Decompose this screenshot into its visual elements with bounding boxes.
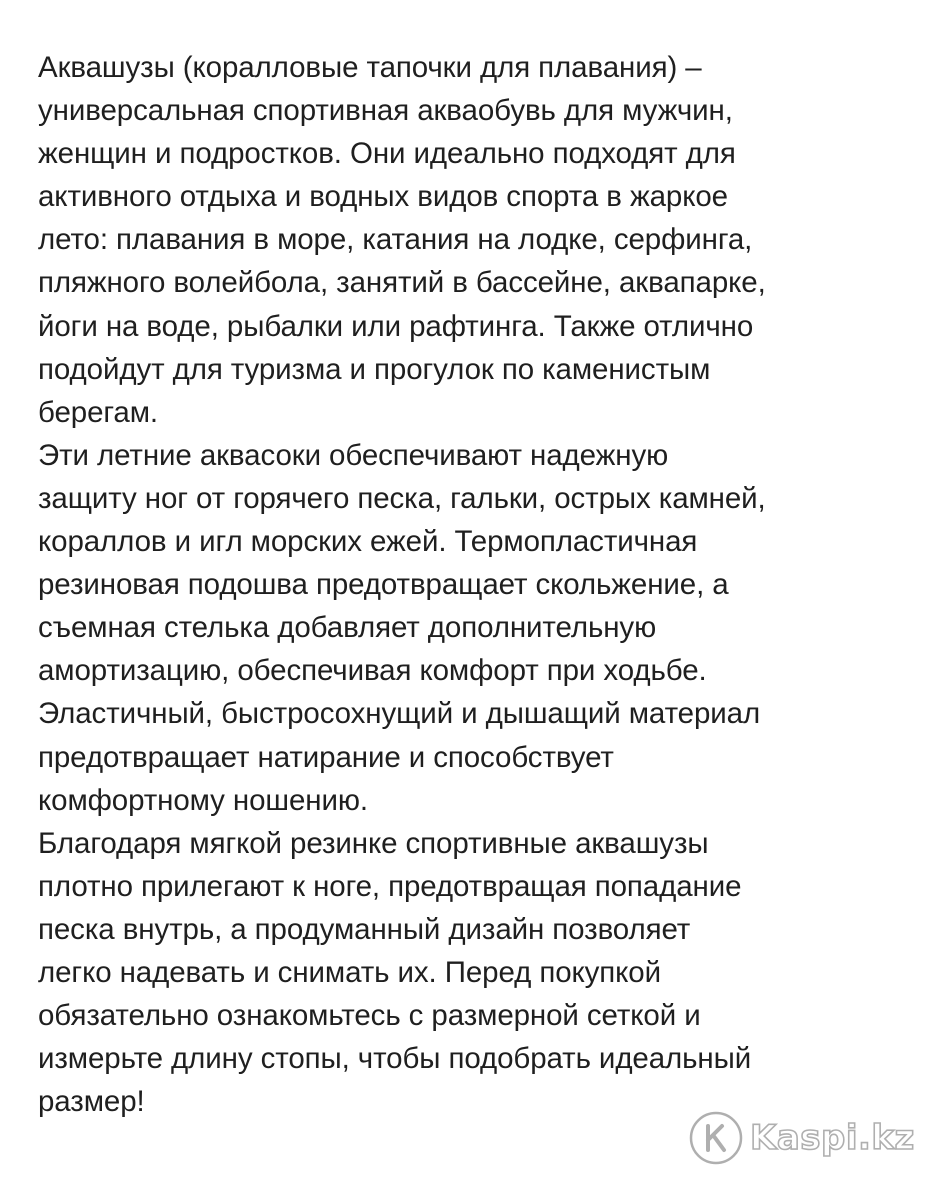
description-line: измерьте длину стопы, чтобы подобрать идеальный: [38, 1042, 752, 1076]
description-line: женщин и подростков. Они идеально подходят для: [38, 137, 736, 171]
description-line: активного отдыха и водных видов спорта в жаркое: [38, 180, 728, 214]
description-line: пляжного волейбола, занятий в бассейне, аквапарке,: [38, 266, 766, 300]
description-line: Эластичный, быстросохнущий и дышащий материал: [38, 697, 761, 731]
description-line: амортизацию, обеспечивая комфорт при ходьбе.: [38, 654, 707, 688]
description-line: йоги на воде, рыбалки или рафтинга. Также отлично: [38, 309, 754, 343]
description-line: лето: плавания в море, катания на лодке, серфинга,: [38, 223, 753, 257]
description-line: размер!: [38, 1085, 145, 1119]
watermark-label: Kaspi.kz: [750, 1118, 915, 1158]
description-line: предотвращает натирание и способствует: [38, 740, 614, 774]
description-line: защиту ног от горячего песка, гальки, острых камней,: [38, 481, 766, 515]
description-line: универсальная спортивная акваобувь для мужчин,: [38, 94, 733, 128]
description-line: Благодаря мягкой резинке спортивные аквашузы: [38, 826, 709, 860]
description-line: плотно прилегают к ноге, предотвращая попадание: [38, 869, 742, 903]
description-line: Эти летние аквасоки обеспечивают надежную: [38, 438, 669, 472]
description-line: резиновая подошва предотвращает скольжение, а: [38, 568, 729, 602]
description-line: кораллов и игл морских ежей. Термопластичная: [38, 525, 698, 559]
description-line: подойдут для туризма и прогулок по каменистым: [38, 352, 711, 386]
description-line: песка внутрь, а продуманный дизайн позволяет: [38, 912, 691, 946]
description-text: [38, 46, 918, 1123]
description-line: Аквашузы (коралловые тапочки для плавания) –: [38, 51, 702, 84]
description-line: обязательно ознакомьтесь с размерной сеткой и: [38, 999, 701, 1033]
description-line: съемная стелька добавляет дополнительную: [38, 611, 657, 645]
description-line: легко надевать и снимать их. Перед покупкой: [38, 955, 661, 989]
description-line: берегам.: [38, 395, 158, 429]
description-line: комфортному ношению.: [38, 783, 368, 817]
